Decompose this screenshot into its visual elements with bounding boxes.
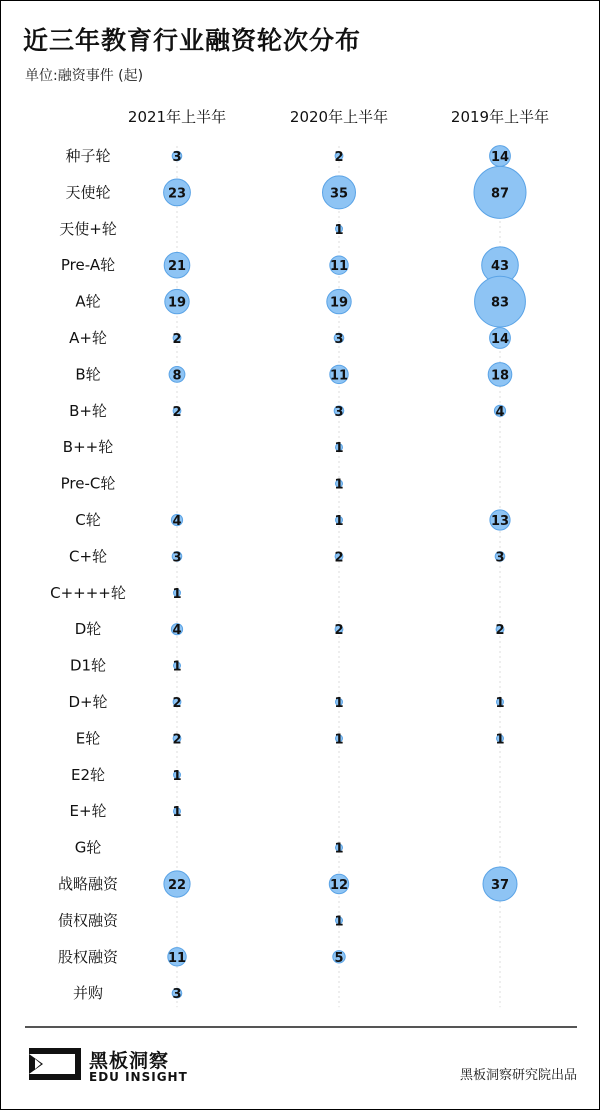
bubble-value-label: 2 [172, 404, 182, 420]
bubble-value-label: 2 [172, 696, 182, 711]
bubble-value-label: 22 [167, 878, 187, 893]
row-label: 并购 [72, 984, 104, 1003]
bubble-value-label: 87 [490, 186, 510, 202]
logo-name-cn: 黑板洞察 [89, 1050, 170, 1072]
row-label: E轮 [75, 729, 101, 748]
bubble-value-label: 3 [172, 550, 182, 566]
column-header: 2021年上半年 [127, 108, 227, 126]
bubble-value-label: 1 [495, 732, 505, 748]
row-label: 债权融资 [57, 911, 119, 930]
bubble-value-label: 14 [490, 332, 510, 347]
bubble-value-label: 3 [334, 404, 344, 420]
row-label: 股权融资 [57, 947, 119, 966]
bubble-value-label: 5 [334, 950, 344, 966]
bubble-value-label: 1 [172, 586, 182, 602]
bubble-value-label: 11 [167, 950, 187, 966]
bubble-value-label: 2 [172, 732, 182, 748]
bubble-value-label: 2 [172, 332, 182, 347]
row-label: D轮 [74, 620, 102, 639]
bubble-value-label: 2 [495, 623, 505, 639]
bubble-value-label: 2 [334, 623, 344, 639]
row-label: C轮 [75, 511, 101, 529]
row-label: E+轮 [69, 802, 107, 821]
source-credit: 黑板洞察研究院出品 [459, 1068, 577, 1083]
bubble-value-label: 3 [172, 987, 182, 1003]
bubble-value-label: 1 [172, 805, 182, 821]
row-label: C++++轮 [50, 583, 126, 602]
bubble-value-label: 83 [490, 295, 510, 311]
bubble-value-label: 43 [490, 259, 510, 275]
bubble-value-label: 1 [172, 659, 182, 675]
unit-note: 单位:融资事件 (起) [25, 68, 144, 84]
bubble-value-label: 19 [167, 295, 187, 311]
bubble-value-label: 37 [490, 878, 510, 893]
bubble-value-label: 1 [334, 222, 344, 238]
bubble-value-label: 2 [334, 550, 344, 566]
bubble-value-label: 2 [334, 150, 344, 165]
row-label: A轮 [75, 292, 101, 311]
bubble-value-label: 14 [490, 150, 510, 165]
bubble-value-label: 35 [329, 186, 349, 202]
bubble-value-label: 3 [172, 150, 182, 165]
bubble-value-label: 13 [490, 514, 510, 529]
bubble-value-label: 4 [172, 623, 182, 639]
bubble-value-label: 1 [334, 841, 344, 857]
row-label: D+轮 [68, 693, 108, 711]
page-title: 近三年教育行业融资轮次分布 [23, 26, 362, 55]
row-label: 天使+轮 [59, 219, 117, 238]
bubble-value-label: 18 [490, 368, 510, 384]
logo-name-en: EDU INSIGHT [89, 1070, 188, 1084]
row-label: Pre-C轮 [60, 474, 116, 493]
row-label: Pre-A轮 [60, 256, 116, 275]
bubble-value-label: 1 [334, 696, 344, 711]
row-label: B轮 [75, 365, 101, 384]
bubble-value-label: 11 [329, 259, 349, 275]
bubble-value-label: 4 [495, 404, 505, 420]
bubble-chart [1, 1, 599, 1021]
row-label: 种子轮 [65, 147, 111, 165]
row-label: D1轮 [69, 656, 107, 675]
bubble-value-label: 21 [167, 259, 187, 275]
edu-insight-logo-icon [27, 1046, 83, 1082]
bubble-value-label: 19 [329, 295, 349, 311]
bubble-value-label: 23 [167, 186, 187, 202]
bubble-value-label: 1 [334, 914, 344, 930]
bubble-value-label: 8 [172, 368, 182, 384]
bubble-value-label: 3 [495, 550, 505, 566]
bubble-value-label: 1 [495, 696, 505, 711]
bubble-value-label: 12 [329, 878, 349, 893]
bubble-value-label: 3 [334, 332, 344, 347]
bubble-value-label: 1 [334, 514, 344, 529]
bubble-value-label: 1 [334, 477, 344, 493]
bubble-value-label: 4 [172, 514, 182, 529]
row-label: A+轮 [69, 329, 107, 347]
row-label: 天使轮 [65, 183, 111, 202]
bubble-value-label: 11 [329, 368, 349, 384]
row-label: E2轮 [70, 765, 106, 784]
footer-divider [25, 1026, 577, 1028]
column-header: 2020年上半年 [289, 108, 389, 126]
row-label: B++轮 [62, 438, 114, 457]
row-label: G轮 [74, 838, 102, 857]
row-label: C+轮 [68, 547, 108, 566]
bubble-value-label: 1 [334, 732, 344, 748]
row-label: 战略融资 [57, 875, 119, 893]
bubble-value-label: 1 [172, 768, 182, 784]
column-header: 2019年上半年 [450, 108, 550, 126]
row-label: B+轮 [69, 401, 107, 420]
bubble-value-label: 1 [334, 441, 344, 457]
